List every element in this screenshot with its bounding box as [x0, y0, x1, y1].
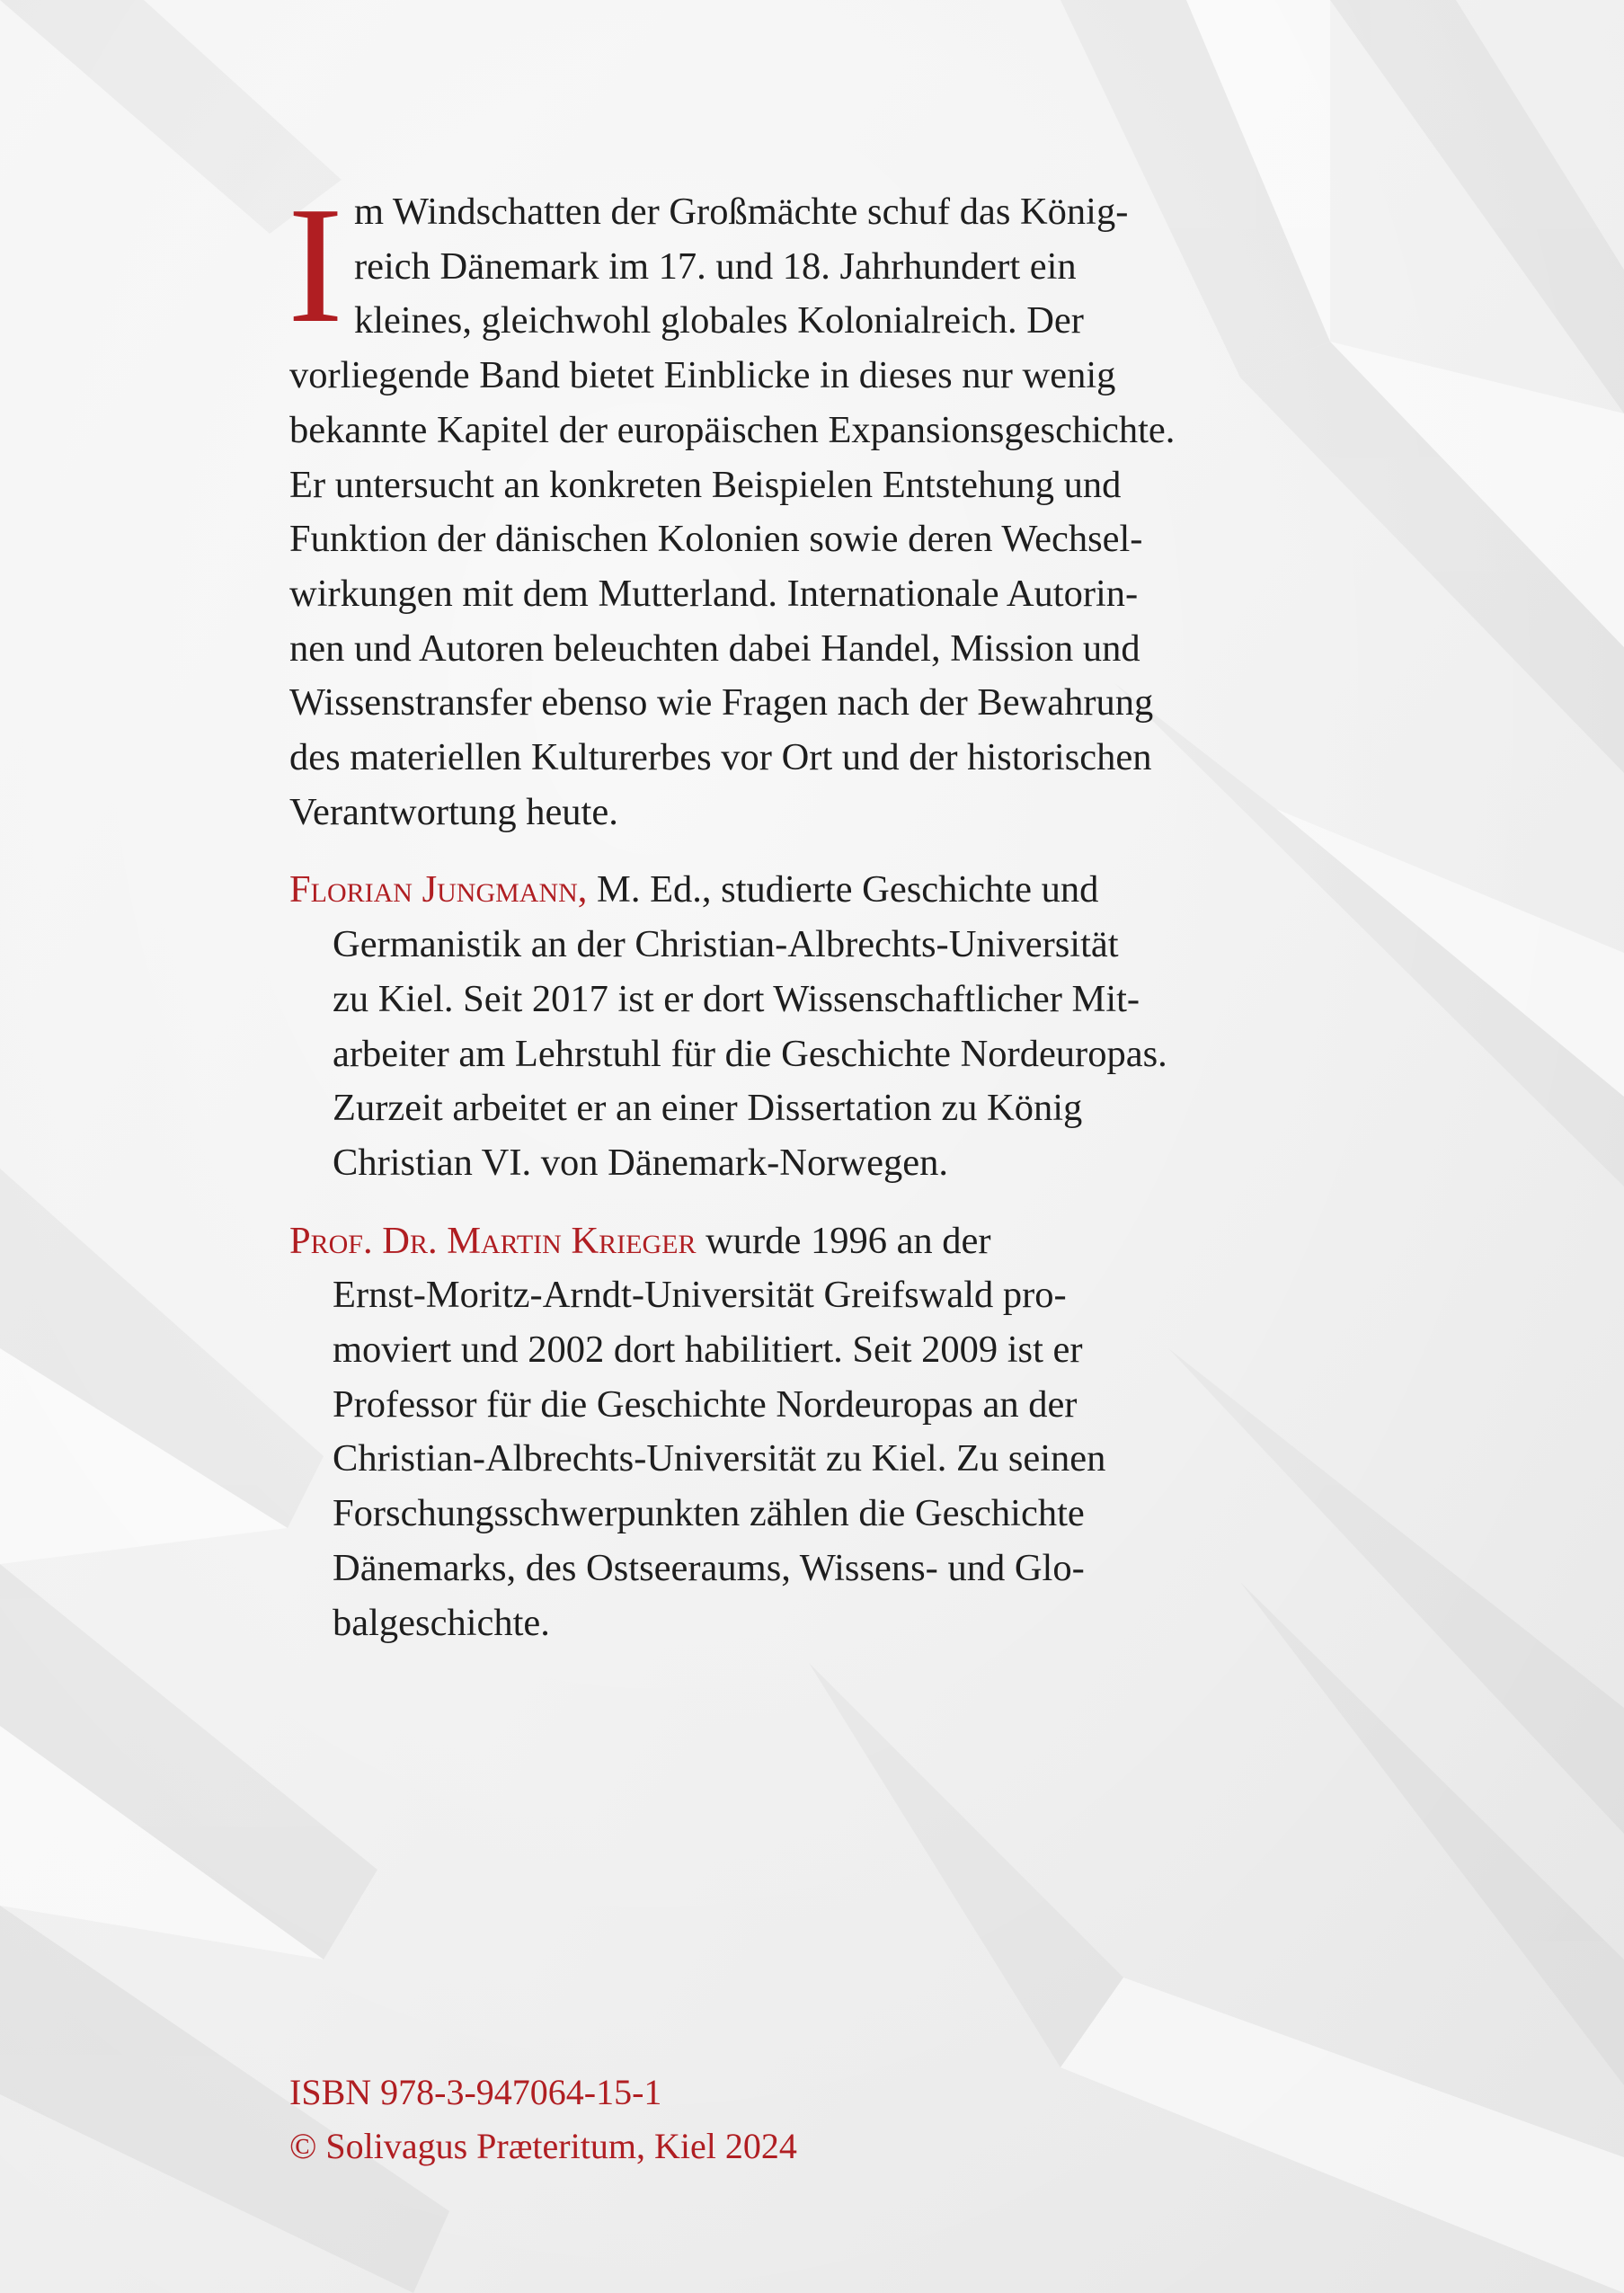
bio-line: Professor für die Geschichte Nordeuropas an der: [333, 1382, 1078, 1426]
bio-line: Germanistik an der Christian-Albrechts-Universität: [333, 923, 1119, 966]
author-bio-jungmann: [289, 863, 1188, 1190]
author-bio-krieger: [289, 1214, 1188, 1651]
bio-line: arbeiter am Lehrstuhl für die Geschichte Nordeuropas.: [333, 1032, 1167, 1075]
author-name: Florian Jungmann,: [289, 868, 588, 911]
intro-line: m Windschatten der Großmächte schuf das König-: [353, 191, 1129, 233]
bio-line: Dänemarks, des Ostseeraums, Wissens- und Glo-: [333, 1546, 1085, 1589]
drop-cap: I: [288, 173, 343, 358]
bio-line: Ernst-Moritz-Arndt-Universität Greifswald pro-: [333, 1274, 1067, 1317]
intro-line: vorliegende Band bietet Einblicke in dieses nur wenig: [289, 354, 1116, 397]
bio-line: zu Kiel. Seit 2017 ist er dort Wissenschaftlicher Mit-: [333, 977, 1140, 1020]
intro-line: Er untersucht an konkreten Beispielen Entstehung und: [289, 463, 1122, 506]
intro-line: des materiellen Kulturerbes vor Ort und der historischen: [289, 736, 1152, 779]
intro-line: nen und Autoren beleuchten dabei Handel, Mission und: [289, 627, 1140, 670]
bio-line: Forschungsschwerpunkten zählen die Geschichte: [333, 1492, 1085, 1535]
colophon: [289, 2066, 797, 2173]
intro-line: kleines, gleichwohl globales Kolonialreich. Der: [353, 299, 1084, 342]
intro-line: Wissenstransfer ebenso wie Fragen nach der Bewahrung: [289, 681, 1154, 724]
intro-line: bekannte Kapitel der europäischen Expansionsgeschichte.: [289, 408, 1176, 451]
intro-line: reich Dänemark im 17. und 18. Jahrhundert ein: [353, 244, 1077, 288]
bio-line: M. Ed., studierte Geschichte und: [587, 868, 1099, 911]
isbn: ISBN 978-3-947064-15-1: [289, 2072, 662, 2112]
bio-line: wurde 1996 an der: [696, 1219, 991, 1262]
bio-line: Zurzeit arbeitet er an einer Dissertation zu König: [333, 1087, 1083, 1130]
bio-line: balgeschichte.: [333, 1601, 550, 1644]
bio-line: Christian-Albrechts-Universität zu Kiel. Zu seinen: [333, 1437, 1106, 1480]
intro-line: wirkungen mit dem Mutterland. Internationale Autorin-: [289, 572, 1139, 615]
intro-line: Funktion der dänischen Kolonien sowie deren Wechsel-: [289, 518, 1143, 561]
text-column: [288, 173, 1188, 1650]
author-name: Prof. Dr. Martin Krieger: [289, 1219, 697, 1262]
bio-line: moviert und 2002 dort habilitiert. Seit 2009 ist er: [333, 1329, 1083, 1372]
intro-line: Verantwortung heute.: [289, 790, 618, 833]
bio-line: Christian VI. von Dänemark-Norwegen.: [333, 1141, 948, 1184]
copyright: © Solivagus Præteritum, Kiel 2024: [289, 2126, 797, 2166]
intro-paragraph: [288, 173, 1188, 840]
